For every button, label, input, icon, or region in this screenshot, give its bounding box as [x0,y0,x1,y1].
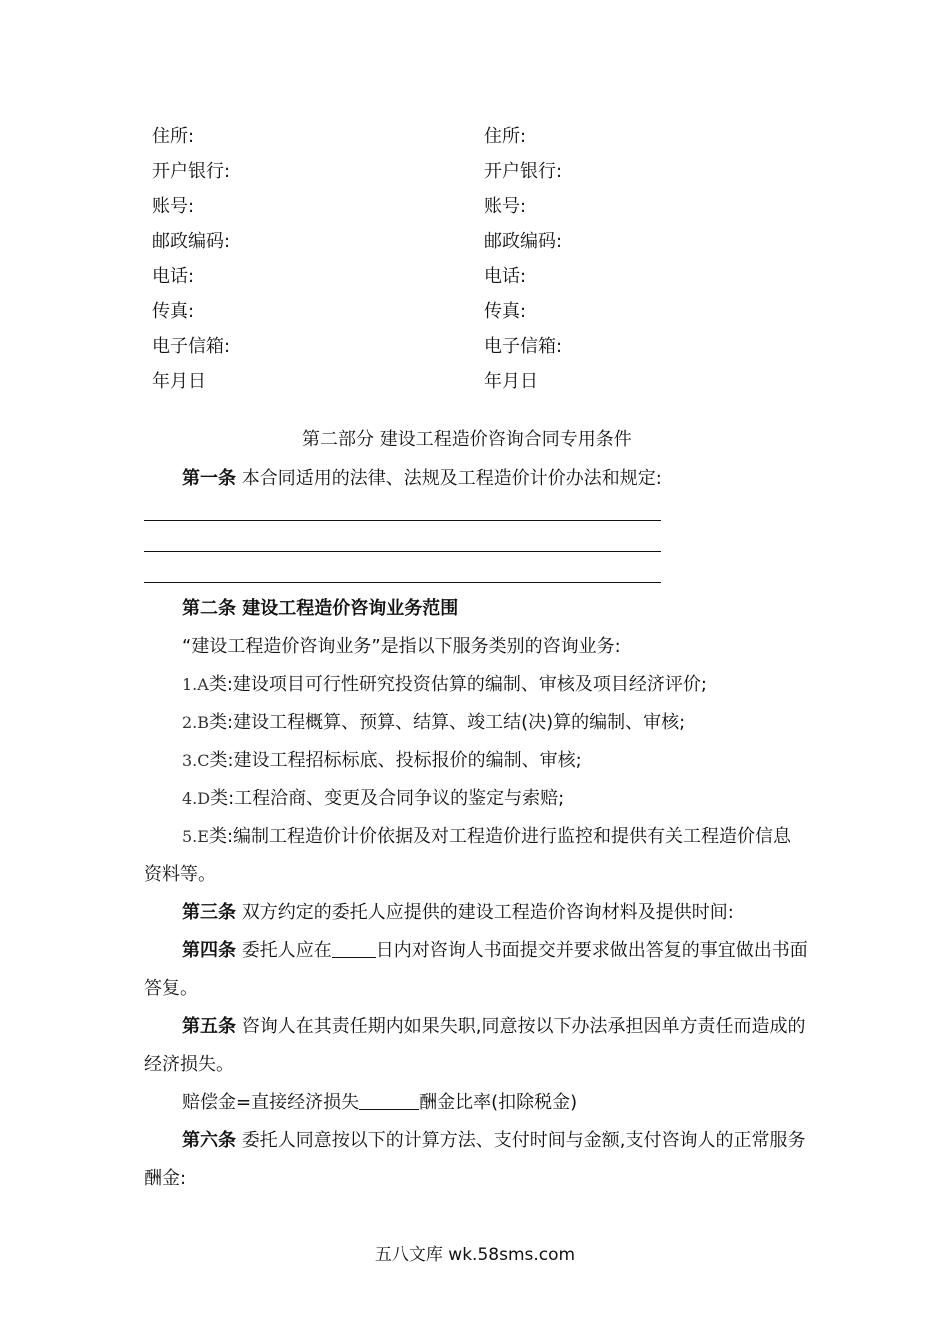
scope-item-d-text: 类:工程洽商、变更及合同争议的鉴定与索赔; [210,788,565,809]
info-row-account [152,192,792,227]
client-bank-label: 开户银行: [152,161,231,182]
client-email-label: 电子信箱: [152,336,231,357]
scope-item-c-number: 3.C [182,751,210,770]
client-date-label: 年月日 [152,371,206,392]
client-fax-label: 传真: [152,301,195,322]
fill-in-line-3 [144,582,661,583]
article-4-days-blank [332,937,376,958]
article-5-label: 第五条 [182,1016,236,1037]
fill-in-line-1 [144,520,661,521]
info-row-fax [152,297,792,332]
compensation-blank [359,1089,419,1110]
article-4 [144,932,808,1008]
article-1-text: 本合同适用的法律、法规及工程造价计价办法和规定: [241,468,662,489]
compensation-formula [182,1089,577,1117]
article-2-intro: “建设工程造价咨询业务”是指以下服务类别的咨询业务: [182,636,621,657]
info-row-date [152,367,792,402]
article-5 [144,1008,808,1084]
article-2-title: 建设工程造价咨询业务范围 [242,598,459,619]
article-3 [182,899,734,927]
scope-item-b [182,709,685,737]
article-4-label: 第四条 [182,940,236,961]
consultant-fax-label: 传真: [484,301,527,322]
party-info-block [152,122,792,402]
scope-item-e-text: 类:编制工程造价计价依据及对工程造价进行监控和提供有关工程造价信息资料等。 [144,826,792,885]
article-4-text-before: 委托人应在 [241,940,332,961]
consultant-date-label: 年月日 [484,371,538,392]
part-title: 第二部分 建设工程造价咨询合同专用条件 [302,429,632,450]
info-row-phone [152,262,792,297]
consultant-bank-label: 开户银行: [484,161,563,182]
article-2-heading [182,595,458,623]
consultant-phone-label: 电话: [484,266,527,287]
scope-item-a-number: 1.A [182,675,209,694]
footer-watermark: 五八文库 wk.58sms.com [374,1245,576,1265]
compensation-text-before: 赔偿金=直接经济损失 [182,1092,360,1113]
scope-item-a-text: 类:建设项目可行性研究投资估算的编制、审核及项目经济评价; [208,674,707,695]
consultant-account-label: 账号: [484,196,527,217]
article-1 [182,465,662,493]
scope-item-a [182,671,707,699]
client-address-label: 住所: [152,126,195,147]
article-4-text-after: 日内对咨询人书面提交并要求做出答复的事宜做出书面答复。 [144,940,808,999]
article-2-label: 第二条 [182,598,236,619]
article-1-label: 第一条 [182,468,236,489]
article-6 [144,1122,808,1198]
consultant-address-label: 住所: [484,126,527,147]
scope-item-c-text: 类:建设工程招标标底、投标报价的编制、审核; [209,750,582,771]
client-postcode-label: 邮政编码: [152,231,231,252]
scope-item-e-number: 5.E [182,827,209,846]
consultant-postcode-label: 邮政编码: [484,231,563,252]
article-5-text: 咨询人在其责任期内如果失职,同意按以下办法承担因单方责任而造成的经济损失。 [144,1016,806,1075]
scope-item-d-number: 4.D [182,789,211,808]
info-row-address [152,122,792,157]
client-account-label: 账号: [152,196,195,217]
article-3-text: 双方约定的委托人应提供的建设工程造价咨询材料及提供时间: [241,902,734,923]
consultant-email-label: 电子信箱: [484,336,563,357]
fill-in-line-2 [144,551,661,552]
scope-item-d [182,785,564,813]
article-6-text: 委托人同意按以下的计算方法、支付时间与金额,支付咨询人的正常服务酬金: [144,1130,806,1189]
info-row-email [152,332,792,367]
info-row-postcode [152,227,792,262]
compensation-text-after: 酬金比率(扣除税金) [419,1092,578,1113]
scope-item-b-number: 2.B [182,713,210,732]
scope-item-e [144,818,808,894]
scope-item-c [182,747,582,775]
client-phone-label: 电话: [152,266,195,287]
article-6-label: 第六条 [182,1130,236,1151]
scope-item-b-text: 类:建设工程概算、预算、结算、竣工结(决)算的编制、审核; [209,712,686,733]
article-3-label: 第三条 [182,902,236,923]
info-row-bank [152,157,792,192]
